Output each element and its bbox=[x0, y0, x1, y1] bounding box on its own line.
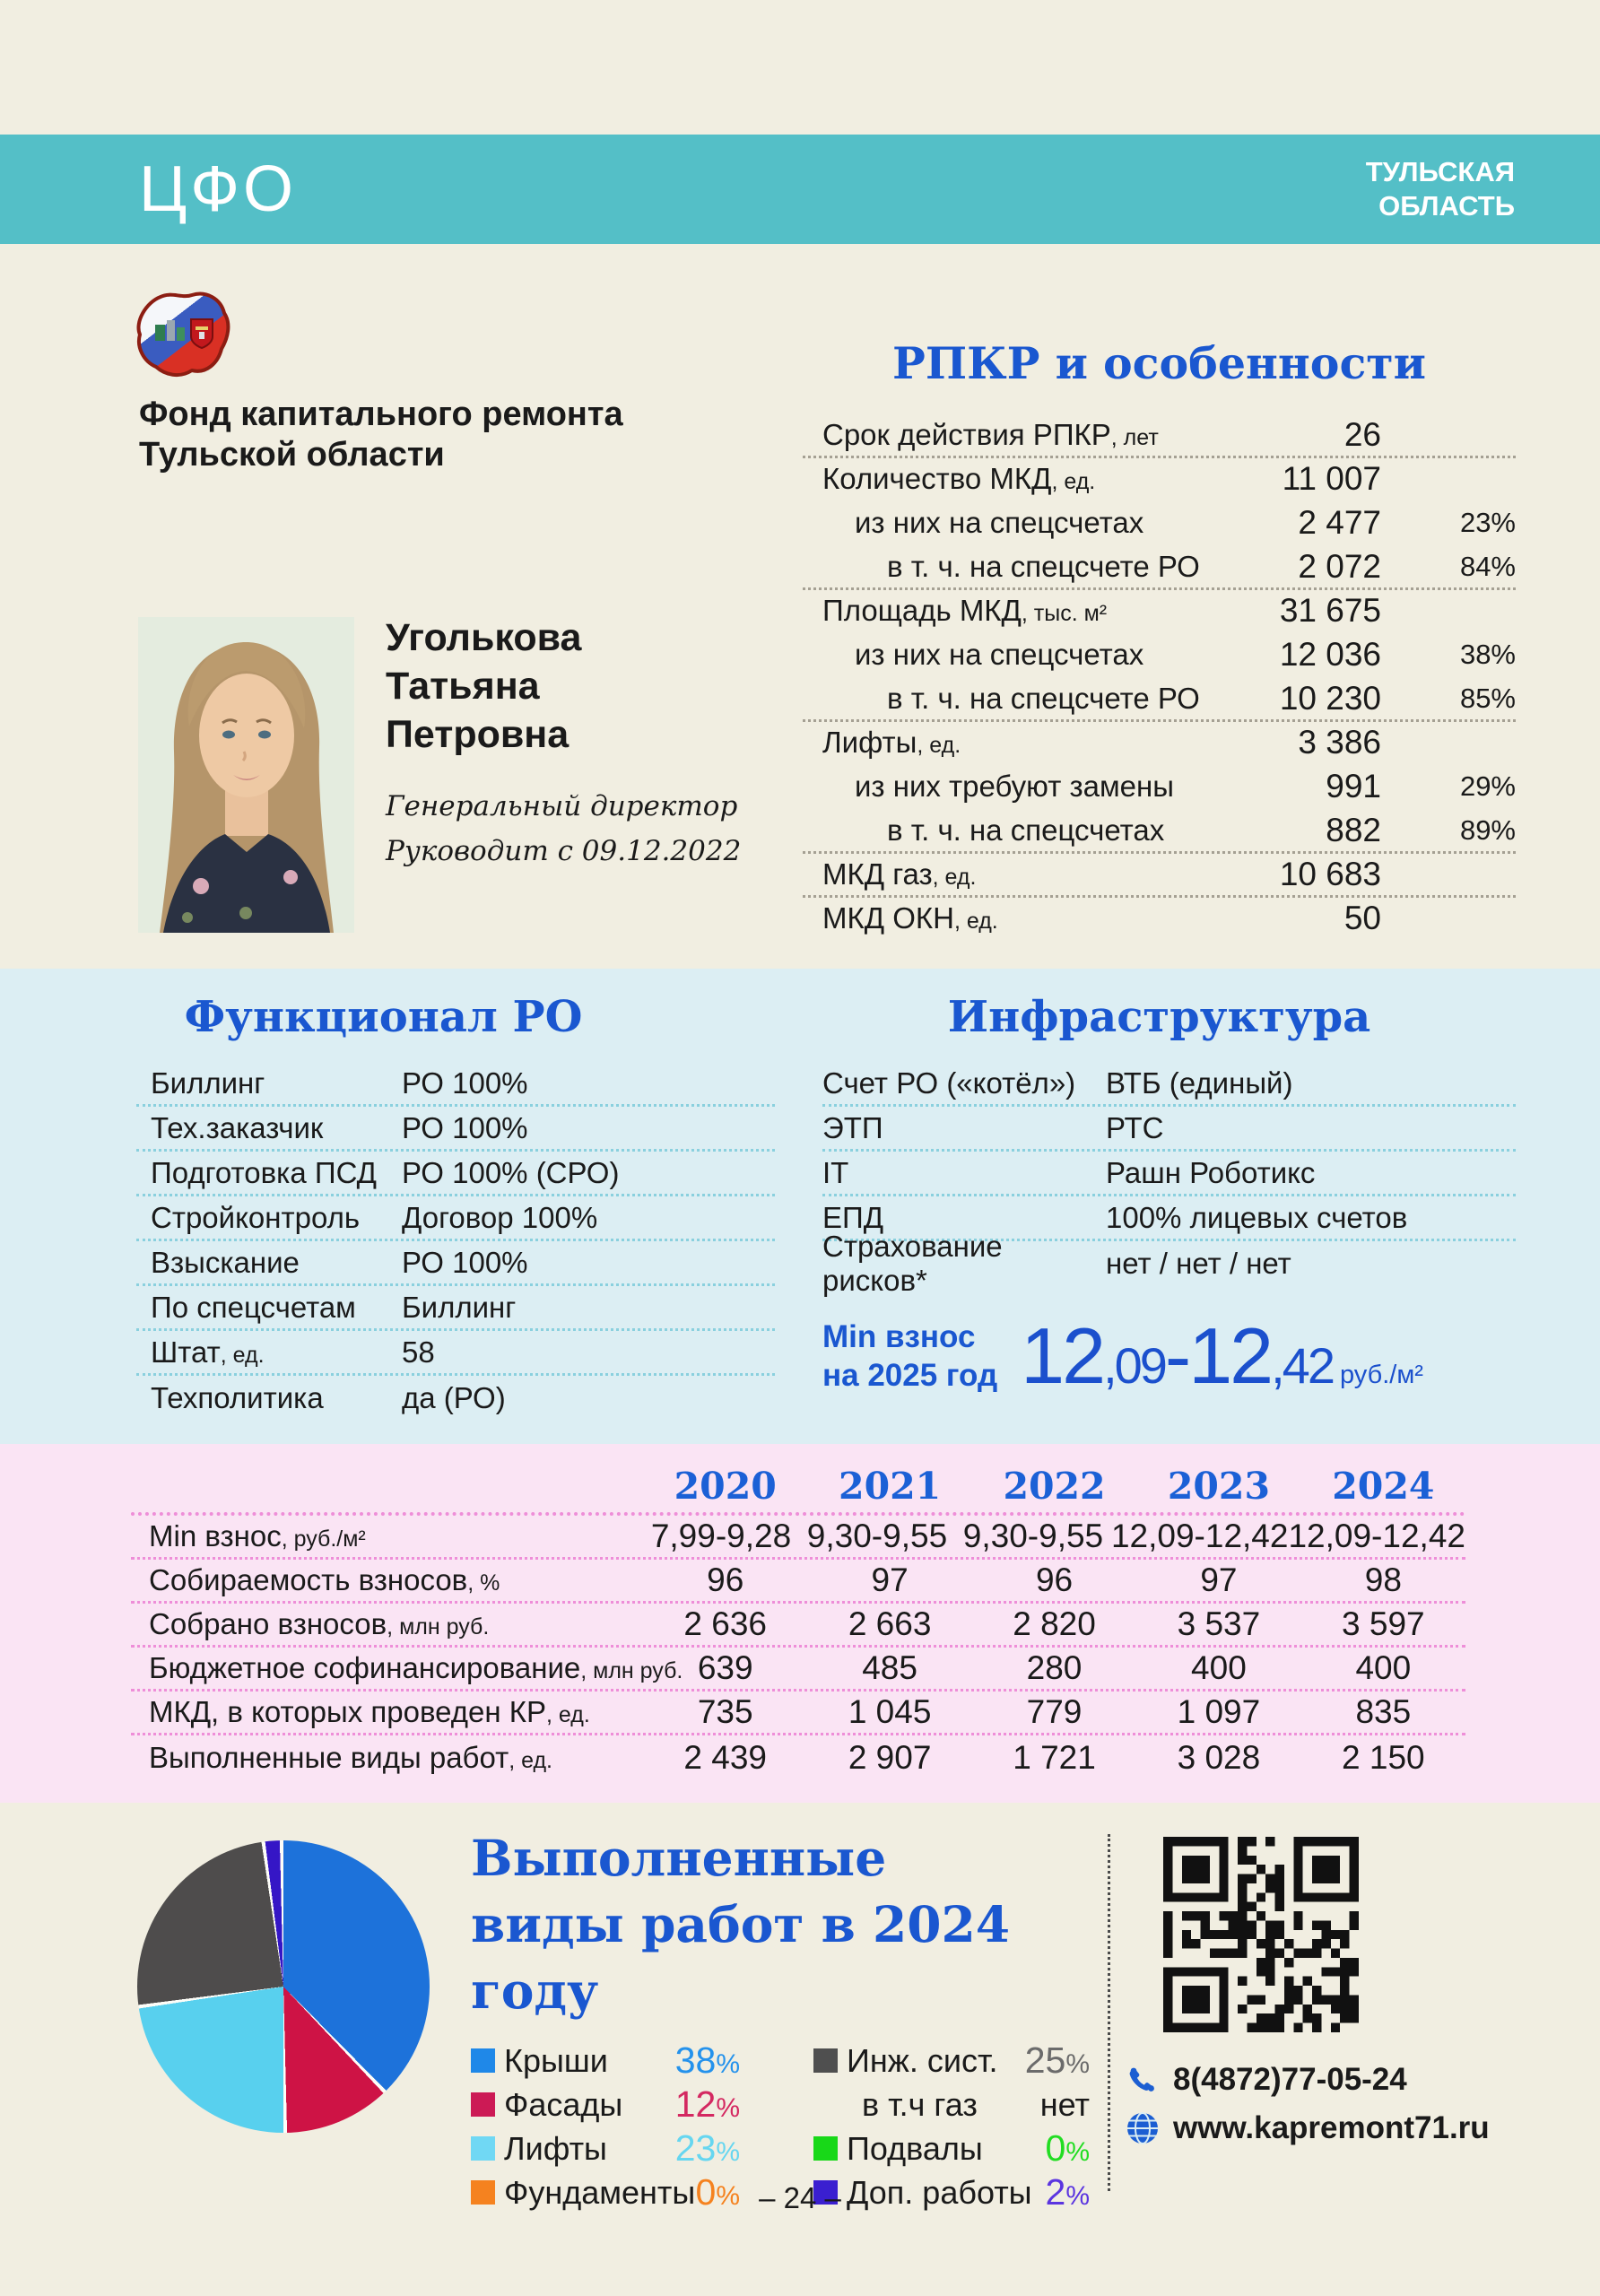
functional-label-text: Подготовка ПСД bbox=[151, 1155, 378, 1189]
functional-row bbox=[136, 1152, 775, 1196]
infrastructure-label bbox=[822, 1230, 1106, 1298]
infrastructure-row bbox=[822, 1062, 1516, 1107]
rpkr-row bbox=[803, 634, 1516, 678]
infrastructure-label bbox=[822, 1111, 1106, 1145]
rpkr-row-percent: 84% bbox=[1459, 551, 1516, 582]
legend-label: Фундаменты bbox=[504, 2173, 696, 2211]
functional-row bbox=[136, 1062, 775, 1107]
history-cell: 779 bbox=[1026, 1693, 1083, 1730]
history-cell: 12,09-12,42 bbox=[1110, 1518, 1289, 1554]
rpkr-row-label bbox=[822, 594, 1211, 628]
rpkr-row-label-unit: , ед. bbox=[932, 865, 977, 890]
rpkr-row-label bbox=[822, 638, 1211, 672]
infrastructure-label bbox=[822, 1156, 1106, 1190]
infrastructure-row bbox=[822, 1152, 1516, 1196]
history-cell: 96 bbox=[707, 1561, 744, 1598]
legend-value bbox=[675, 2127, 740, 2170]
min-fee-part: ,42 bbox=[1271, 1337, 1333, 1394]
history-row bbox=[131, 1735, 1465, 1779]
qr-code bbox=[1163, 1837, 1359, 2032]
legend-value-number: 25 bbox=[1024, 2039, 1066, 2081]
rpkr-row-label-unit: , лет bbox=[1110, 425, 1159, 450]
region-name-line1: ТУЛЬСКАЯ bbox=[1365, 156, 1515, 187]
rpkr-row bbox=[803, 414, 1516, 458]
history-table bbox=[131, 1460, 1465, 1779]
rpkr-row-value: 2 072 bbox=[1298, 548, 1381, 585]
history-row bbox=[131, 1692, 1465, 1735]
works-pie-chart bbox=[137, 1840, 430, 2133]
functional-label bbox=[151, 1111, 402, 1145]
functional-label bbox=[151, 1201, 402, 1235]
functional-label-text: По спецсчетам bbox=[151, 1290, 356, 1324]
infrastructure-value: РТС bbox=[1106, 1110, 1164, 1144]
history-row-label-text: Выполненные виды работ bbox=[149, 1740, 509, 1774]
functional-label-text: Взыскание bbox=[151, 1245, 300, 1279]
legend-label: Инж. сист. bbox=[847, 2041, 998, 2079]
legend-item bbox=[813, 2126, 1090, 2170]
infrastructure-value: Рашн Роботикс bbox=[1106, 1155, 1316, 1189]
website-row bbox=[1125, 2104, 1490, 2152]
contacts-block bbox=[1125, 2056, 1490, 2152]
history-row-label-unit: , млн руб. bbox=[580, 1658, 683, 1683]
region-name-line2: ОБЛАСТЬ bbox=[1378, 190, 1515, 222]
functional-value: РО 100% bbox=[402, 1245, 528, 1279]
rpkr-row-label bbox=[822, 418, 1211, 452]
history-row bbox=[131, 1604, 1465, 1648]
rpkr-row-label-text: в т. ч. на спецсчетах bbox=[887, 813, 1165, 847]
legend-item bbox=[813, 2039, 1090, 2083]
functional-table bbox=[136, 1062, 775, 1421]
legend-swatch bbox=[813, 2048, 838, 2073]
rpkr-row-value: 2 477 bbox=[1298, 504, 1381, 541]
legend-item bbox=[471, 2126, 740, 2170]
functional-label bbox=[151, 1291, 402, 1325]
rpkr-row bbox=[803, 854, 1516, 898]
legend-value bbox=[1025, 2039, 1090, 2082]
rpkr-row-label-text: МКД газ bbox=[822, 857, 933, 891]
director-photo bbox=[138, 617, 354, 933]
phone-number[interactable]: 8(4872)77-05-24 bbox=[1173, 2062, 1407, 2097]
history-row-label-unit: , руб./м² bbox=[281, 1526, 366, 1552]
history-row-label-unit: , ед. bbox=[545, 1702, 590, 1727]
director-middle-name: Петровна bbox=[386, 713, 570, 756]
legend-value-percent: % bbox=[1065, 2137, 1090, 2167]
rpkr-row-value: 882 bbox=[1326, 812, 1381, 848]
history-cell: 2 820 bbox=[1013, 1605, 1096, 1642]
globe-icon bbox=[1125, 2110, 1161, 2146]
history-row-label bbox=[131, 1695, 643, 1729]
rpkr-row-value: 12 036 bbox=[1279, 636, 1381, 673]
rpkr-row-percent: 89% bbox=[1459, 814, 1516, 846]
region-map-logo bbox=[128, 289, 236, 384]
rpkr-row-label bbox=[822, 901, 1211, 935]
min-fee-part: ,09 bbox=[1103, 1337, 1165, 1394]
federal-district-label: ЦФО bbox=[139, 153, 298, 225]
rpkr-row-value: 3 386 bbox=[1298, 724, 1381, 761]
region-name bbox=[1366, 155, 1515, 223]
history-cell: 3 537 bbox=[1177, 1605, 1261, 1642]
history-cell: 9,30-9,55 bbox=[806, 1518, 948, 1554]
history-cell: 97 bbox=[871, 1561, 909, 1598]
year-header: 2024 bbox=[1332, 1465, 1435, 1508]
history-cell: 3 597 bbox=[1342, 1605, 1425, 1642]
infrastructure-label-text: IT bbox=[822, 1155, 849, 1189]
legend-label: Фасады bbox=[504, 2085, 623, 2123]
functional-label-text: Штат bbox=[151, 1335, 221, 1369]
legend-swatch bbox=[471, 2092, 495, 2117]
rpkr-row bbox=[803, 898, 1516, 942]
legend-item bbox=[471, 2083, 740, 2126]
legend-value bbox=[675, 2083, 740, 2126]
rpkr-row-label bbox=[822, 550, 1211, 584]
works-title-line2: виды работ в 2024 году bbox=[471, 1895, 1011, 2020]
history-row bbox=[131, 1648, 1465, 1692]
min-fee-2025 bbox=[822, 1311, 1423, 1400]
legend-value-number: 0 bbox=[1045, 2127, 1066, 2169]
phone-row bbox=[1125, 2056, 1490, 2104]
rpkr-section-title: РПКР и особенности bbox=[891, 337, 1426, 389]
rpkr-row-label bbox=[822, 506, 1211, 540]
history-cell: 400 bbox=[1191, 1649, 1247, 1686]
history-row-label-text: Min взнос bbox=[149, 1519, 282, 1552]
functional-value: РО 100% bbox=[402, 1110, 528, 1144]
functional-label bbox=[151, 1156, 402, 1190]
fund-name bbox=[139, 395, 623, 475]
functional-label bbox=[151, 1381, 402, 1415]
min-fee-unit: руб./м² bbox=[1339, 1361, 1423, 1389]
works-block bbox=[471, 1825, 1090, 2214]
rpkr-row-label bbox=[822, 726, 1211, 760]
infrastructure-row bbox=[822, 1230, 1516, 1297]
legend-value bbox=[675, 2039, 740, 2082]
history-cell: 735 bbox=[697, 1693, 753, 1730]
history-cell: 1 097 bbox=[1177, 1693, 1261, 1730]
year-header: 2022 bbox=[1003, 1465, 1106, 1508]
legend-value bbox=[1040, 2086, 1090, 2124]
page-number: – 24 – bbox=[759, 2181, 841, 2214]
legend-label: Крыши bbox=[504, 2041, 608, 2079]
rpkr-row-label bbox=[822, 857, 1211, 891]
history-table-header bbox=[131, 1460, 1465, 1516]
min-fee-caption-line1: Min взнос bbox=[822, 1319, 976, 1354]
infrastructure-value: ВТБ (единый) bbox=[1106, 1065, 1293, 1100]
functional-label-text: Биллинг bbox=[151, 1065, 265, 1100]
rpkr-row-label bbox=[822, 813, 1211, 848]
history-cell: 485 bbox=[862, 1649, 917, 1686]
rpkr-row-value: 991 bbox=[1326, 768, 1381, 804]
history-row-label bbox=[131, 1741, 643, 1775]
rpkr-row-label-unit: , ед. bbox=[953, 909, 998, 934]
rpkr-row-value: 50 bbox=[1343, 900, 1381, 936]
year-header: 2023 bbox=[1167, 1465, 1270, 1508]
rpkr-row bbox=[803, 810, 1516, 854]
functional-value: 58 bbox=[402, 1335, 435, 1369]
rpkr-row-label bbox=[822, 682, 1211, 716]
min-fee-caption-line2: на 2025 год bbox=[822, 1358, 998, 1393]
rpkr-row bbox=[803, 722, 1516, 766]
min-fee-part: - bbox=[1164, 1311, 1189, 1400]
rpkr-row bbox=[803, 766, 1516, 810]
director-position: Генеральный директор bbox=[386, 790, 738, 822]
history-row-label bbox=[131, 1519, 643, 1553]
works-contacts-section bbox=[0, 1803, 1600, 2296]
history-row-label bbox=[131, 1563, 643, 1597]
rpkr-row-percent: 23% bbox=[1459, 507, 1516, 538]
rpkr-row-label bbox=[822, 462, 1211, 496]
legend-label: Подвалы bbox=[847, 2129, 983, 2167]
rpkr-row-percent: 38% bbox=[1459, 639, 1516, 670]
infrastructure-row bbox=[822, 1107, 1516, 1152]
functional-label bbox=[151, 1066, 402, 1100]
functional-infrastructure-section bbox=[0, 969, 1600, 1444]
infrastructure-value: нет / нет / нет bbox=[1106, 1247, 1291, 1280]
fund-name-line1: Фонд капитального ремонта bbox=[139, 396, 623, 433]
functional-row bbox=[136, 1241, 775, 1286]
rpkr-row-label-unit: , ед. bbox=[917, 733, 961, 758]
rpkr-row-label-text: Количество МКД bbox=[822, 462, 1052, 495]
history-row-label-unit: , ед. bbox=[509, 1747, 552, 1773]
legend-value-percent: % bbox=[716, 2049, 740, 2079]
history-cell: 3 028 bbox=[1177, 1738, 1261, 1776]
history-cell: 12,09-12,42 bbox=[1288, 1518, 1465, 1554]
legend-value-percent: % bbox=[716, 2181, 740, 2211]
infrastructure-label-text: ЕПД bbox=[822, 1200, 884, 1234]
history-cell: 2 907 bbox=[848, 1738, 932, 1776]
history-row-label-text: Собираемость взносов bbox=[149, 1563, 468, 1596]
rpkr-row-label-text: из них на спецсчетах bbox=[855, 506, 1144, 539]
min-fee-part: 12 bbox=[1021, 1311, 1104, 1400]
rpkr-row-percent: 29% bbox=[1459, 770, 1516, 802]
rpkr-row-label-text: в т. ч. на спецсчете РО bbox=[887, 550, 1200, 583]
functional-row bbox=[136, 1286, 775, 1331]
functional-label-text: Техполитика bbox=[151, 1381, 324, 1414]
history-cell: 96 bbox=[1035, 1561, 1074, 1598]
legend-value-number: 38 bbox=[674, 2039, 717, 2081]
history-cell: 9,30-9,55 bbox=[962, 1518, 1104, 1554]
infrastructure-label-text: ЭТП bbox=[822, 1110, 883, 1144]
director-last-name: Уголькова bbox=[386, 616, 582, 659]
rpkr-row bbox=[803, 546, 1516, 590]
functional-label-unit: , ед. bbox=[220, 1342, 265, 1368]
min-fee-digits bbox=[1021, 1311, 1333, 1400]
history-row-label-text: МКД, в которых проведен КР bbox=[149, 1695, 546, 1728]
works-title-line1: Выполненные bbox=[471, 1829, 887, 1887]
legend-item bbox=[471, 2039, 740, 2083]
history-row-label-unit: , млн руб. bbox=[387, 1614, 490, 1639]
functional-label bbox=[151, 1246, 402, 1280]
director-name bbox=[386, 613, 741, 759]
director-info bbox=[386, 613, 741, 874]
legend-value bbox=[1046, 2127, 1091, 2170]
legend-value-percent: % bbox=[716, 2137, 740, 2167]
functional-label bbox=[151, 1335, 402, 1370]
min-fee-caption bbox=[822, 1318, 997, 1395]
infrastructure-label bbox=[822, 1066, 1106, 1100]
legend-label: в т.ч газ bbox=[862, 2085, 978, 2123]
rpkr-row-value: 11 007 bbox=[1282, 460, 1381, 497]
rpkr-row-label-text: из них требуют замены bbox=[855, 770, 1174, 803]
min-fee-part: 12 bbox=[1188, 1311, 1272, 1400]
rpkr-row bbox=[803, 678, 1516, 722]
functional-row bbox=[136, 1107, 775, 1152]
rpkr-row bbox=[803, 458, 1516, 502]
director-tenure: Руководит с 09.12.2022 bbox=[386, 835, 742, 867]
rpkr-row-label-unit: , ед. bbox=[1051, 469, 1096, 494]
functional-value: Договор 100% bbox=[402, 1200, 598, 1234]
history-cell: 400 bbox=[1355, 1649, 1412, 1686]
infrastructure-value: 100% лицевых счетов bbox=[1106, 1200, 1408, 1234]
director-position-block bbox=[386, 784, 741, 874]
infrastructure-section-title: Инфраструктура bbox=[947, 992, 1371, 1042]
legend-swatch bbox=[813, 2136, 838, 2161]
rpkr-row-label-text: в т. ч. на спецсчете РО bbox=[887, 682, 1200, 715]
region-header-bar bbox=[0, 135, 1600, 244]
functional-value: Биллинг bbox=[402, 1290, 517, 1324]
fund-overview-section bbox=[0, 244, 1600, 969]
history-cell: 1 045 bbox=[848, 1693, 932, 1730]
director-first-name: Татьяна bbox=[386, 665, 540, 708]
rpkr-row bbox=[803, 590, 1516, 634]
legend-value-number: 2 bbox=[1045, 2171, 1066, 2213]
history-row-label-text: Собрано взносов bbox=[149, 1607, 387, 1640]
min-fee-value bbox=[1021, 1311, 1423, 1400]
fund-name-line2: Тульской области bbox=[139, 436, 445, 474]
history-row-label bbox=[131, 1607, 643, 1641]
history-section bbox=[0, 1444, 1600, 1803]
functional-row bbox=[136, 1331, 775, 1376]
legend-value-number: 12 bbox=[674, 2083, 717, 2125]
legend-label: Лифты bbox=[504, 2129, 607, 2167]
functional-row bbox=[136, 1376, 775, 1421]
website-link[interactable]: www.kapremont71.ru bbox=[1173, 2110, 1490, 2145]
history-cell: 280 bbox=[1026, 1649, 1083, 1686]
functional-label-text: Стройконтроль bbox=[151, 1200, 361, 1234]
history-row bbox=[131, 1560, 1465, 1604]
history-row bbox=[131, 1516, 1465, 1560]
rpkr-row-value: 26 bbox=[1343, 416, 1381, 453]
page-top-margin bbox=[0, 0, 1600, 135]
rpkr-row-label bbox=[822, 770, 1211, 804]
year-header: 2020 bbox=[674, 1465, 777, 1508]
rpkr-row-label-text: Площадь МКД bbox=[822, 594, 1022, 627]
rpkr-row-value: 10 683 bbox=[1279, 856, 1381, 892]
rpkr-row-value: 10 230 bbox=[1279, 680, 1381, 717]
rpkr-row-label-text: МКД ОКН bbox=[822, 901, 954, 935]
history-cell: 2 636 bbox=[683, 1605, 767, 1642]
rpkr-row bbox=[803, 502, 1516, 546]
functional-label-text: Тех.заказчик bbox=[151, 1110, 324, 1144]
legend-value-text: нет bbox=[1039, 2085, 1090, 2123]
functional-row bbox=[136, 1196, 775, 1241]
infrastructure-label-text: Счет РО («котёл») bbox=[822, 1065, 1076, 1100]
legend-swatch bbox=[471, 2048, 495, 2073]
legend-item bbox=[813, 2083, 1090, 2126]
history-cell: 2 439 bbox=[683, 1738, 767, 1776]
rpkr-row-value: 31 675 bbox=[1279, 592, 1381, 629]
phone-icon bbox=[1125, 2062, 1161, 2098]
vertical-divider bbox=[1108, 1834, 1110, 2191]
history-cell: 639 bbox=[697, 1649, 753, 1686]
legend-value-number: 0 bbox=[695, 2171, 717, 2213]
history-cell: 2 663 bbox=[848, 1605, 932, 1642]
history-cell: 835 bbox=[1355, 1693, 1412, 1730]
infrastructure-label-text: Страхование рисков* bbox=[822, 1230, 1003, 1297]
legend-value-percent: % bbox=[1065, 2049, 1090, 2079]
legend-value-percent: % bbox=[1065, 2181, 1090, 2211]
history-cell: 2 150 bbox=[1342, 1738, 1425, 1776]
legend-swatch bbox=[471, 2136, 495, 2161]
year-header: 2021 bbox=[839, 1465, 942, 1508]
rpkr-row-label-text: из них на спецсчетах bbox=[855, 638, 1144, 671]
history-table-body bbox=[131, 1516, 1465, 1779]
history-cell: 7,99-9,28 bbox=[650, 1518, 792, 1554]
rpkr-row-percent: 85% bbox=[1459, 683, 1516, 714]
history-cell: 97 bbox=[1200, 1561, 1238, 1598]
history-cell: 1 721 bbox=[1013, 1738, 1096, 1776]
rpkr-row-label-text: Лифты bbox=[822, 726, 917, 759]
functional-value: РО 100% bbox=[402, 1065, 528, 1100]
history-row-label bbox=[131, 1651, 683, 1685]
history-row-label-text: Бюджетное софинансирование bbox=[149, 1651, 581, 1684]
works-title bbox=[471, 1825, 1090, 2024]
rpkr-row-label-text: Срок действия РПКР bbox=[822, 418, 1111, 451]
coat-of-arms bbox=[191, 319, 213, 348]
legend-label: Доп. работы bbox=[847, 2173, 1032, 2211]
history-cell: 98 bbox=[1364, 1561, 1402, 1598]
functional-value: да (РО) bbox=[402, 1381, 506, 1414]
functional-value: РО 100% (СРО) bbox=[402, 1155, 620, 1189]
infrastructure-table bbox=[822, 1062, 1516, 1297]
legend-value-percent: % bbox=[716, 2093, 740, 2123]
legend-value-number: 23 bbox=[674, 2127, 717, 2169]
functional-section-title: Функционал РО bbox=[184, 992, 583, 1042]
rpkr-row-label-unit: , тыс. м² bbox=[1021, 601, 1108, 626]
history-row-label-unit: , % bbox=[467, 1570, 500, 1596]
rpkr-table bbox=[803, 414, 1516, 942]
